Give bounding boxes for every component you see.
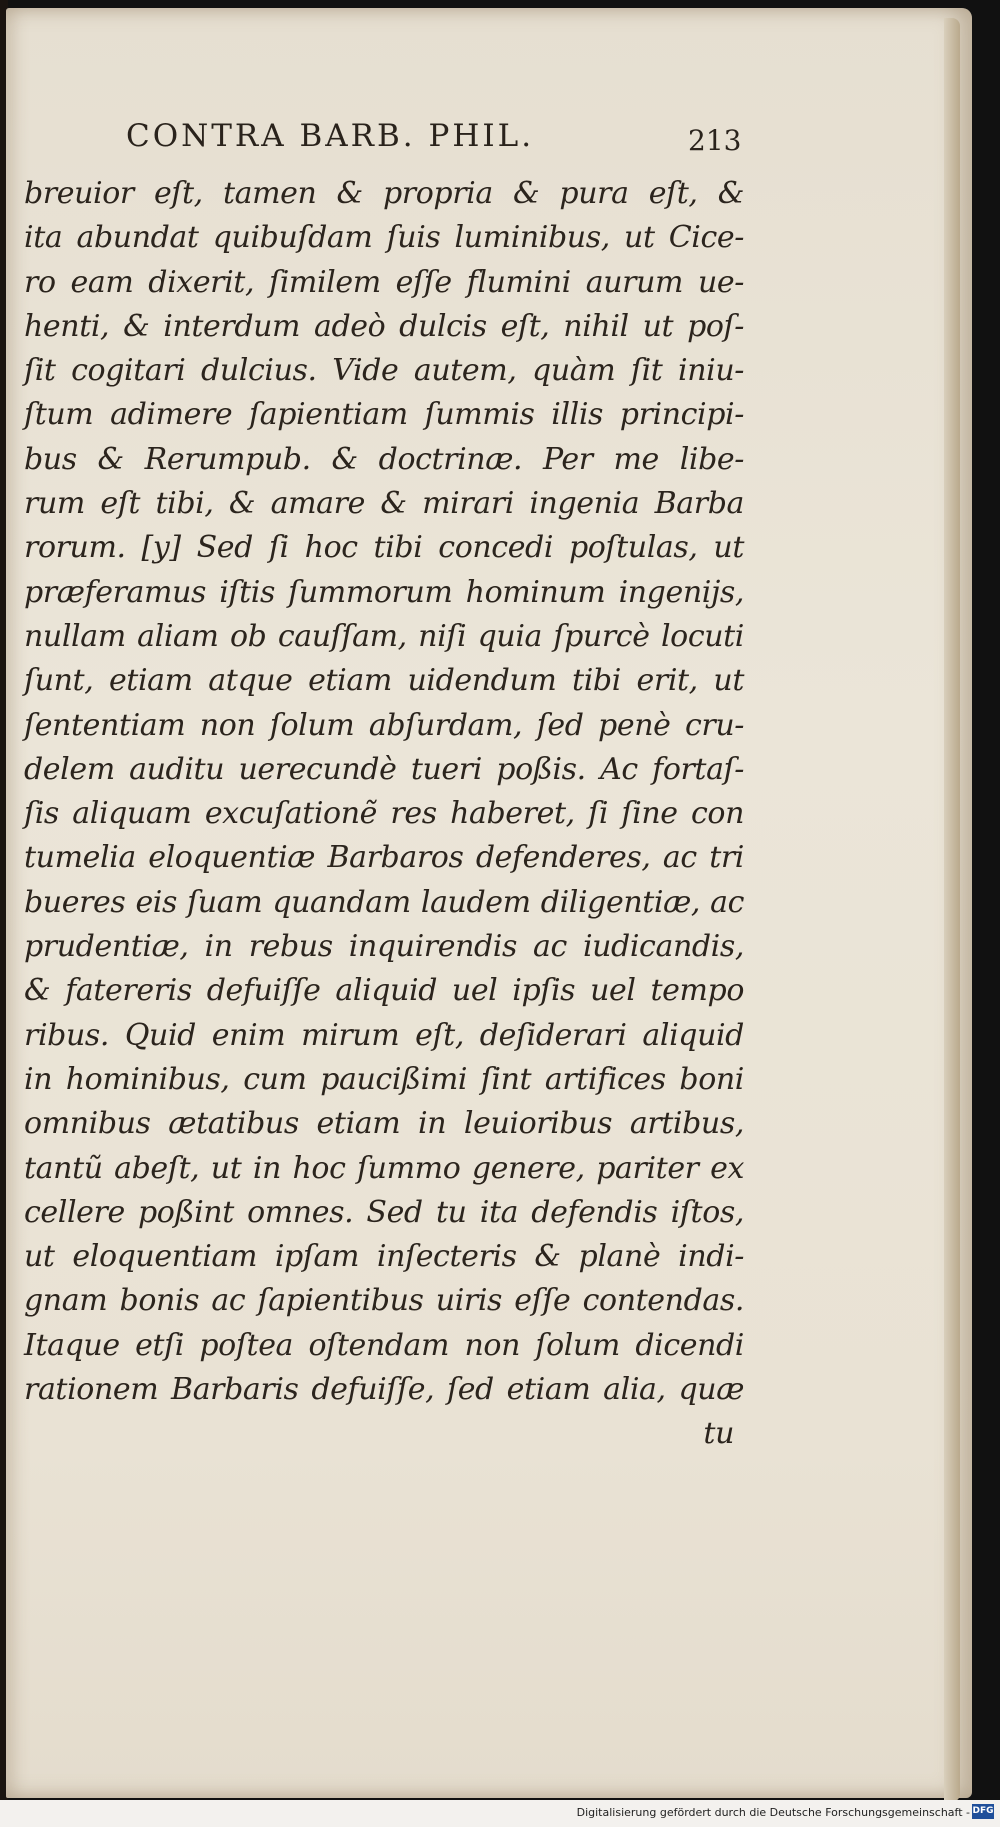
text-line: tumelia eloquentiæ Barbaros defenderes, ac tri: [24, 840, 744, 876]
text-line: delem auditu uerecundè tueri poßis. Ac fortaſ-: [24, 751, 744, 787]
text-line: gnam bonis ac ſapientibus uiris eſſe contendas.: [24, 1283, 744, 1319]
text-line: omnibus ætatibus etiam in leuioribus artibus,: [24, 1106, 744, 1142]
text-line: ſit cogitari dulcius. Vide autem, quàm ſit iniu-: [24, 353, 744, 389]
dfg-logo: DFG: [972, 1804, 994, 1819]
text-line: ita abundat quibuſdam ſuis luminibus, ut Cice-: [24, 220, 744, 256]
text-line: breuior eſt, tamen & propria & pura eſt, &: [24, 176, 744, 211]
text-line: ro eam dixerit, ſimilem eſſe flumini aurum ue-: [24, 264, 744, 300]
catchword: tu: [703, 1416, 734, 1452]
text-line: henti, & interdum adeò dulcis eſt, nihil ut poſ-: [24, 308, 744, 344]
text-line: in hominibus, cum paucißimi ſint artifices boni: [24, 1061, 744, 1097]
text-line: & fatereris defuiſſe aliquid uel ipſis uel tempo: [24, 973, 744, 1009]
text-line: bueres eis ſuam quandam laudem diligentiæ, ac: [24, 884, 744, 920]
text-line: præferamus iſtis ſummorum hominum ingenijs,: [24, 574, 744, 610]
text-line: tantũ abeſt, ut in hoc ſummo genere, pariter ex: [24, 1150, 744, 1186]
text-line: ribus. Quid enim mirum eſt, deſiderari aliquid: [24, 1017, 744, 1053]
page-edge: [944, 18, 960, 1802]
text-line: ſunt, etiam atque etiam uidendum tibi erit, ut: [24, 663, 744, 699]
text-line: rationem Barbaris defuiſſe, ſed etiam alia, quæ: [24, 1372, 744, 1408]
text-line: ſententiam non ſolum abſurdam, ſed penè cru-: [24, 707, 744, 743]
text-body: [24, 172, 744, 1457]
running-head: CONTRA BARB. PHIL.: [126, 118, 535, 154]
page-number: 213: [688, 124, 742, 157]
text-line: prudentiæ, in rebus inquirendis ac iudicandis,: [24, 929, 744, 965]
text-line: cellere poßint omnes. Sed tu ita defendis iſtos,: [24, 1194, 744, 1230]
text-line: bus & Rerumpub. & doctrinæ. Per me libe-: [24, 441, 744, 477]
text-line: rorum. [y] Sed ſi hoc tibi concedi poſtulas, ut: [24, 530, 744, 566]
text-line: ut eloquentiam ipſam inſecteris & planè indi-: [24, 1239, 744, 1275]
digitization-credit: Digitalisierung gefördert durch die Deutsche Forschungsgemeinschaft -: [576, 1806, 970, 1819]
text-line: Itaque etſi poſtea oſtendam non ſolum dicendi: [24, 1327, 744, 1363]
text-line: ſis aliquam excuſationẽ res haberet, ſi ſine con: [24, 796, 744, 832]
text-line: ſtum adimere ſapientiam ſummis illis principi-: [24, 397, 744, 433]
text-line: nullam aliam ob cauſſam, niſi quia ſpurcè locuti: [24, 618, 744, 654]
text-line: rum eſt tibi, & amare & mirari ingenia Barba: [24, 486, 744, 522]
